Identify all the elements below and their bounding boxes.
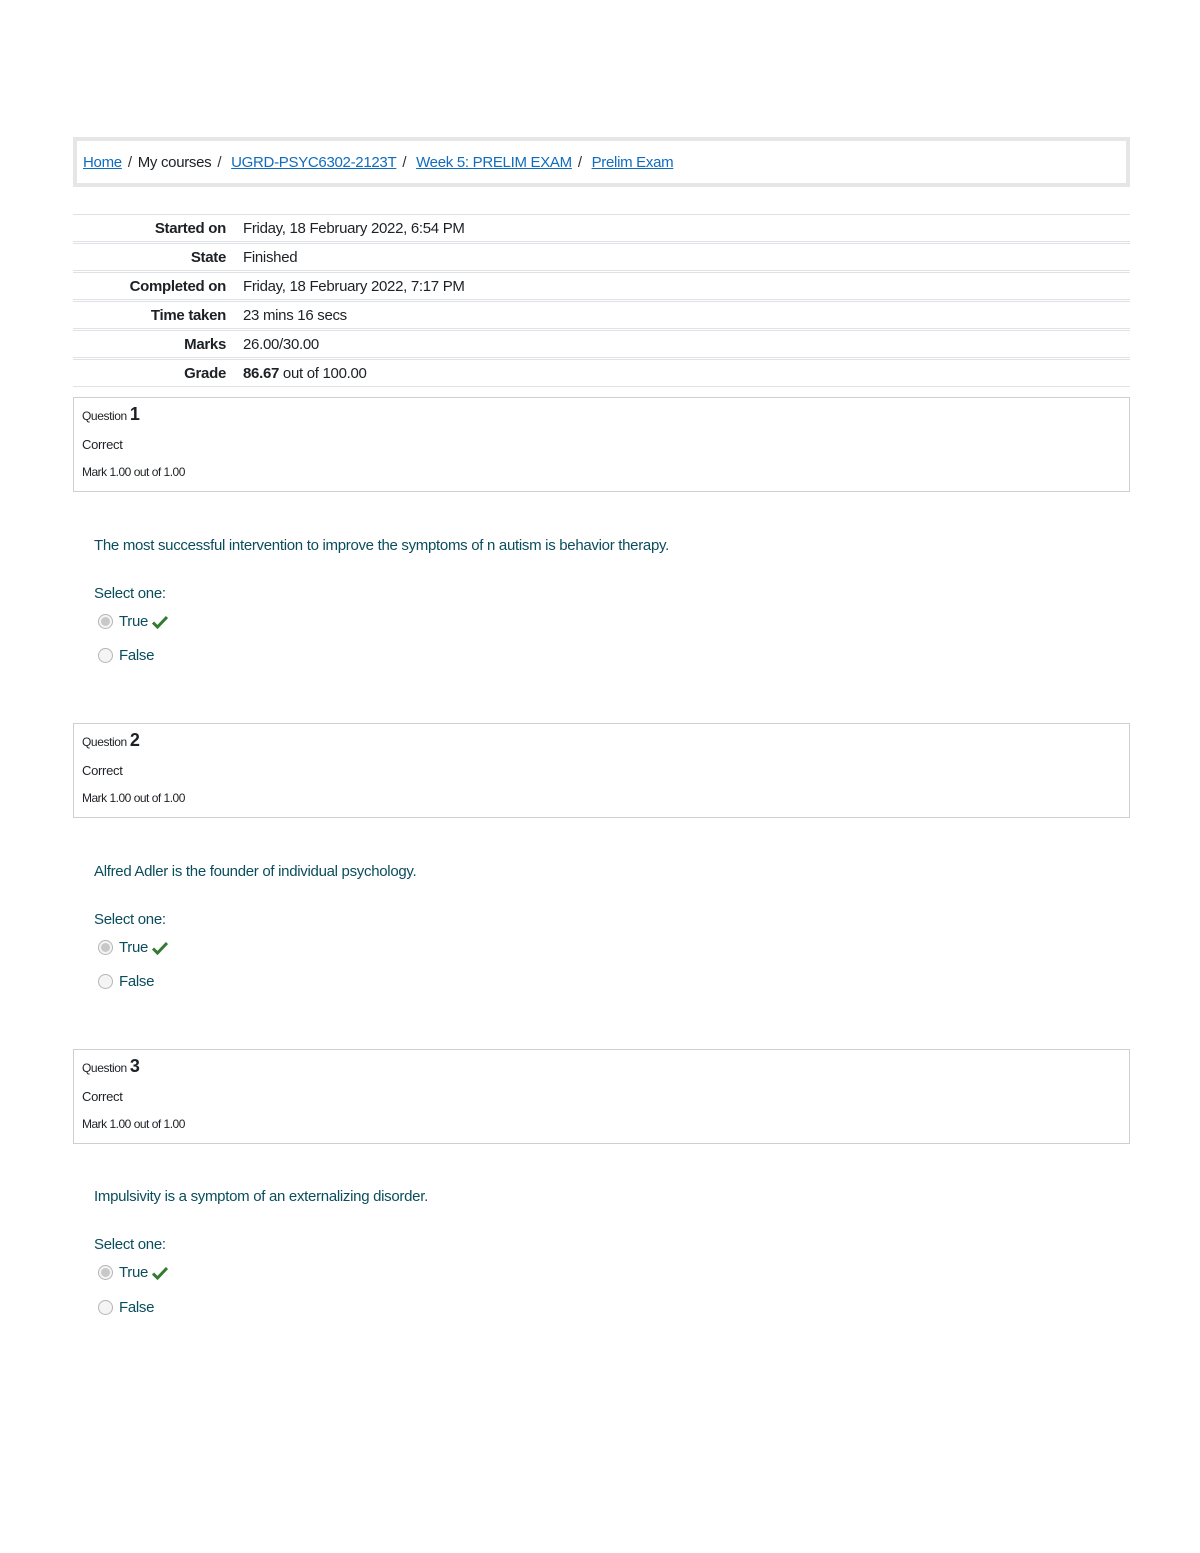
summary-row-completed [73,272,1130,300]
option-true[interactable] [98,613,168,635]
question-label: Question [82,735,127,749]
question-info-1 [73,397,1130,492]
breadcrumb-home-link[interactable]: Home [83,154,122,171]
radio-icon[interactable] [98,974,113,989]
summary-row-marks [73,330,1130,358]
option-false[interactable] [98,647,154,669]
option-label: True [119,939,149,957]
option-label: False [119,1299,155,1317]
state-value: Finished [243,249,298,266]
question-mark: Mark 1.00 out of 1.00 [82,791,185,805]
question-content-2 [94,863,417,991]
question-number [82,730,139,751]
option-false[interactable] [98,1299,154,1321]
time-taken-value: 23 mins 16 secs [243,307,347,324]
breadcrumb-bar [73,137,1130,187]
option-true[interactable] [98,939,168,961]
radio-icon[interactable] [98,614,113,629]
started-value: Friday, 18 February 2022, 6:54 PM [243,220,465,237]
state-label: State [190,249,226,266]
radio-icon[interactable] [98,1300,113,1315]
radio-icon[interactable] [98,940,113,955]
grade-out-of: out of 100.00 [279,365,367,382]
option-label: True [119,613,149,631]
question-number [82,404,139,425]
question-info-3 [73,1049,1130,1144]
question-content-1 [94,537,669,665]
question-mark: Mark 1.00 out of 1.00 [82,1117,185,1131]
breadcrumb-separator: / [217,154,222,171]
check-icon [152,1266,168,1280]
question-mark: Mark 1.00 out of 1.00 [82,465,185,479]
started-label: Started on [154,220,226,237]
summary-row-started [73,214,1130,242]
select-one-prompt: Select one: [94,585,166,602]
check-icon [152,615,168,629]
question-text: Alfred Adler is the founder of individual psychology. [94,863,417,880]
summary-row-grade [73,359,1130,387]
grade-label: Grade [184,365,226,382]
question-number-value: 2 [129,730,140,750]
question-number [82,1056,139,1077]
completed-value: Friday, 18 February 2022, 7:17 PM [243,278,465,295]
select-one-prompt: Select one: [94,1236,166,1253]
marks-label: Marks [184,336,226,353]
marks-value: 26.00/30.00 [243,336,319,353]
question-info-2 [73,723,1130,818]
completed-label: Completed on [129,278,226,295]
breadcrumb-course-link[interactable]: UGRD-PSYC6302-2123T [231,154,397,171]
breadcrumb-week-link[interactable]: Week 5: PRELIM EXAM [416,154,572,171]
grade-value [243,365,367,382]
question-state: Correct [82,1089,123,1104]
time-taken-label: Time taken [150,307,226,324]
question-state: Correct [82,437,123,452]
summary-row-state [73,243,1130,271]
radio-icon[interactable] [98,1265,113,1280]
radio-icon[interactable] [98,648,113,663]
question-text: Impulsivity is a symptom of an externalizing disorder. [94,1188,428,1205]
question-number-value: 3 [129,1056,140,1076]
question-state: Correct [82,763,123,778]
question-content-3 [94,1188,428,1317]
breadcrumb-separator: / [127,154,132,171]
breadcrumb-separator: / [402,154,407,171]
option-label: False [119,647,155,665]
grade-score: 86.67 [243,365,280,382]
question-label: Question [82,409,127,423]
option-label: True [119,1264,149,1282]
option-label: False [119,973,155,991]
breadcrumb-my-courses: My courses [137,154,212,171]
question-text: The most successful intervention to improve the symptoms of n autism is behavior therapy. [94,537,669,554]
check-icon [152,941,168,955]
breadcrumb [83,154,673,171]
select-one-prompt: Select one: [94,911,166,928]
question-number-value: 1 [129,404,140,424]
breadcrumb-separator: / [577,154,582,171]
option-false[interactable] [98,973,154,995]
question-label: Question [82,1061,127,1075]
option-true[interactable] [98,1264,168,1286]
attempt-summary-table [73,214,1130,388]
summary-row-time [73,301,1130,329]
breadcrumb-exam-link[interactable]: Prelim Exam [591,154,674,171]
